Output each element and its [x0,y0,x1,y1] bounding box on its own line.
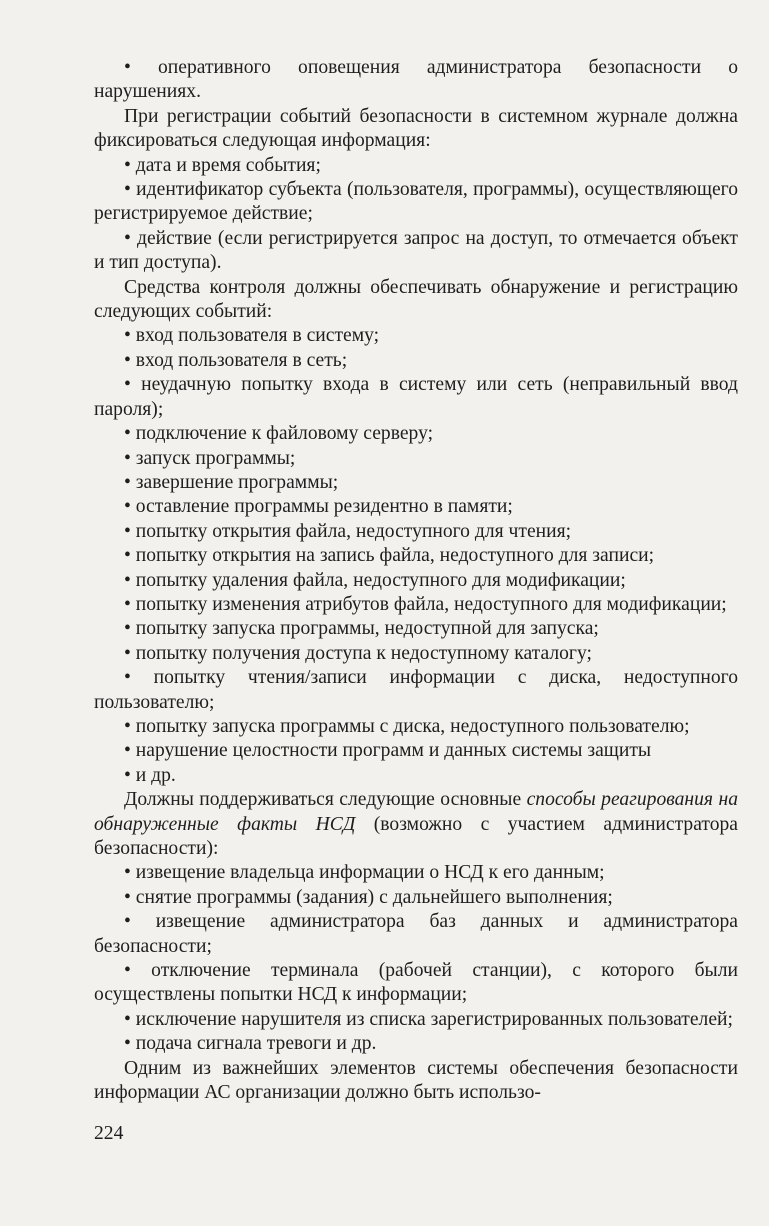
paragraph: Средства контроля должны обеспечивать обнаружение и регистрацию следующих событий: [94,276,738,323]
list-item: • попытку открытия файла, недоступного для чтения; [94,520,738,544]
page-number: 224 [94,1123,124,1144]
list-item: • оставление программы резидентно в памяти; [94,495,738,519]
list-item: • вход пользователя в сеть; [94,349,738,373]
list-item: • попытку запуска программы с диска, недоступного пользователю; [94,715,738,739]
list-item: • попытку изменения атрибутов файла, недоступного для модификации; [94,593,738,617]
list-item: • отключение терминала (рабочей станции), с которого были осуществлены попытки НСД к информации; [94,959,738,1008]
list-item: • попытку запуска программы, недоступной для запуска; [94,617,738,641]
list-item: • исключение нарушителя из списка зарегистрированных пользователей; [94,1008,738,1032]
list-item: • нарушение целостности программ и данных системы защиты [94,739,738,763]
list-item: • попытку получения доступа к недоступному каталогу; [94,642,738,666]
list-item: • неудачную попытку входа в систему или сеть (неправильный ввод пароля); [94,373,738,422]
list-item: • завершение программы; [94,471,738,495]
paragraph-text: Должны поддерживаться следующие основные [124,789,527,811]
list-item: • идентификатор субъекта (пользователя, программы), осуществляющего регистрируемое действие; [94,178,738,227]
list-item: • оперативного оповещения администратора безопасности о нарушениях. [94,56,738,105]
list-item: • извещение владельца информации о НСД к его данным; [94,861,738,885]
list-item: • дата и время события; [94,154,738,178]
list-item: • попытку чтения/записи информации с диска, недоступного пользователю; [94,666,738,715]
italic-term: способы реагирования на обнаруженные факты НСД [94,789,738,835]
list-item: • попытку удаления файла, недоступного для модификации; [94,569,738,593]
list-item: • попытку открытия на запись файла, недоступного для записи; [94,544,738,568]
list-item: • действие (если регистрируется запрос на доступ, то отмечается объект и тип доступа). [94,227,738,276]
paragraph [94,788,738,861]
paragraph-text: (возможно с участием администратора безопасности): [94,813,738,859]
list-item: • запуск программы; [94,447,738,471]
page-text [94,56,738,1105]
paragraph: При регистрации событий безопасности в системном журнале должна фиксироваться следующая информация: [94,105,738,152]
list-item: • вход пользователя в систему; [94,324,738,348]
list-item: • подача сигнала тревоги и др. [94,1032,738,1056]
list-item: • подключение к файловому серверу; [94,422,738,446]
paragraph: Одним из важнейших элементов системы обеспечения безопасности информации АС организации должно быть использо- [94,1057,738,1104]
list-item: • снятие программы (задания) с дальнейшего выполнения; [94,886,738,910]
list-item: • извещение администратора баз данных и администратора безопасности; [94,910,738,959]
list-item: • и др. [94,764,738,788]
